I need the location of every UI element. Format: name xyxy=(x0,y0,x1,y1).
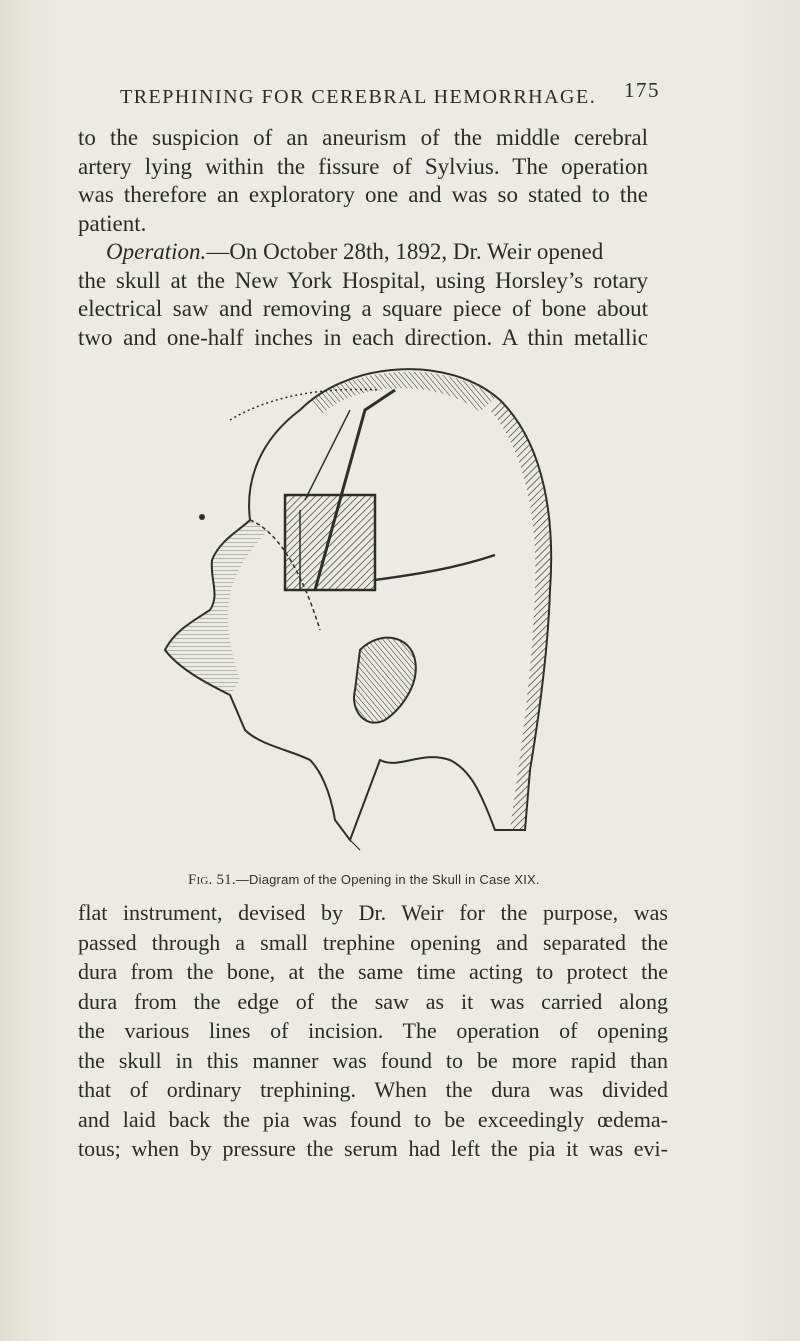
skull-opening xyxy=(285,495,375,590)
text-line: passed through a small trephine opening and separated the xyxy=(78,929,668,955)
caption-text: —Diagram of the Opening in the Skull in Case XIX. xyxy=(235,872,540,887)
ear xyxy=(354,638,416,723)
page-number: 175 xyxy=(624,78,660,102)
page-header xyxy=(120,78,660,120)
eye-mark xyxy=(199,514,205,520)
text-line: the skull in this manner was found to be more rapid than xyxy=(78,1047,668,1073)
crown-shading xyxy=(310,372,495,414)
skull-diagram-figure xyxy=(150,350,590,860)
text-line: the skull at the New York Hospital, using Horsley’s rotary xyxy=(78,267,648,293)
text-line: was therefore an exploratory one and was so stated to the xyxy=(78,182,648,207)
sylvian-line xyxy=(375,555,495,580)
text-line: electrical saw and removing a square piece of bone about xyxy=(78,296,648,321)
text-line: tous; when by pressure the serum had left the pia it was evi- xyxy=(78,1136,668,1161)
top-paragraph xyxy=(78,124,648,352)
text-line: two and one-half inches in each direction. A thin metallic xyxy=(78,324,648,350)
text-line: patient. xyxy=(78,210,147,236)
bottom-paragraph xyxy=(78,898,668,1164)
text-line: that of ordinary trephining. When the dura was divided xyxy=(78,1077,668,1102)
text-line: flat instrument, devised by Dr. Weir for the purpose, was xyxy=(78,900,668,925)
operation-line xyxy=(78,238,648,267)
text-line: dura from the bone, at the same time acting to protect the xyxy=(78,959,668,984)
skull-diagram xyxy=(150,350,590,860)
text-line: artery lying within the fissure of Sylvius. The operation xyxy=(78,153,648,179)
operation-text: —On October 28th, 1892, Dr. Weir opened xyxy=(206,239,604,264)
running-head: TREPHINING FOR CEREBRAL HEMORRHAGE. xyxy=(120,86,597,108)
operation-heading: Operation. xyxy=(106,239,207,264)
text-line: to the suspicion of an aneurism of the middle cerebral xyxy=(78,125,648,150)
occiput-shading xyxy=(490,400,551,830)
face-shading xyxy=(165,520,268,695)
text-line: the various lines of incision. The operation of opening xyxy=(78,1018,668,1043)
figure-caption xyxy=(188,872,540,889)
figure-label: Fig. 51. xyxy=(188,872,236,888)
neck-line xyxy=(350,840,360,850)
text-line: dura from the edge of the saw as it was carried along xyxy=(78,988,668,1014)
text-line: and laid back the pia was found to be exceedingly œdema- xyxy=(78,1106,668,1132)
